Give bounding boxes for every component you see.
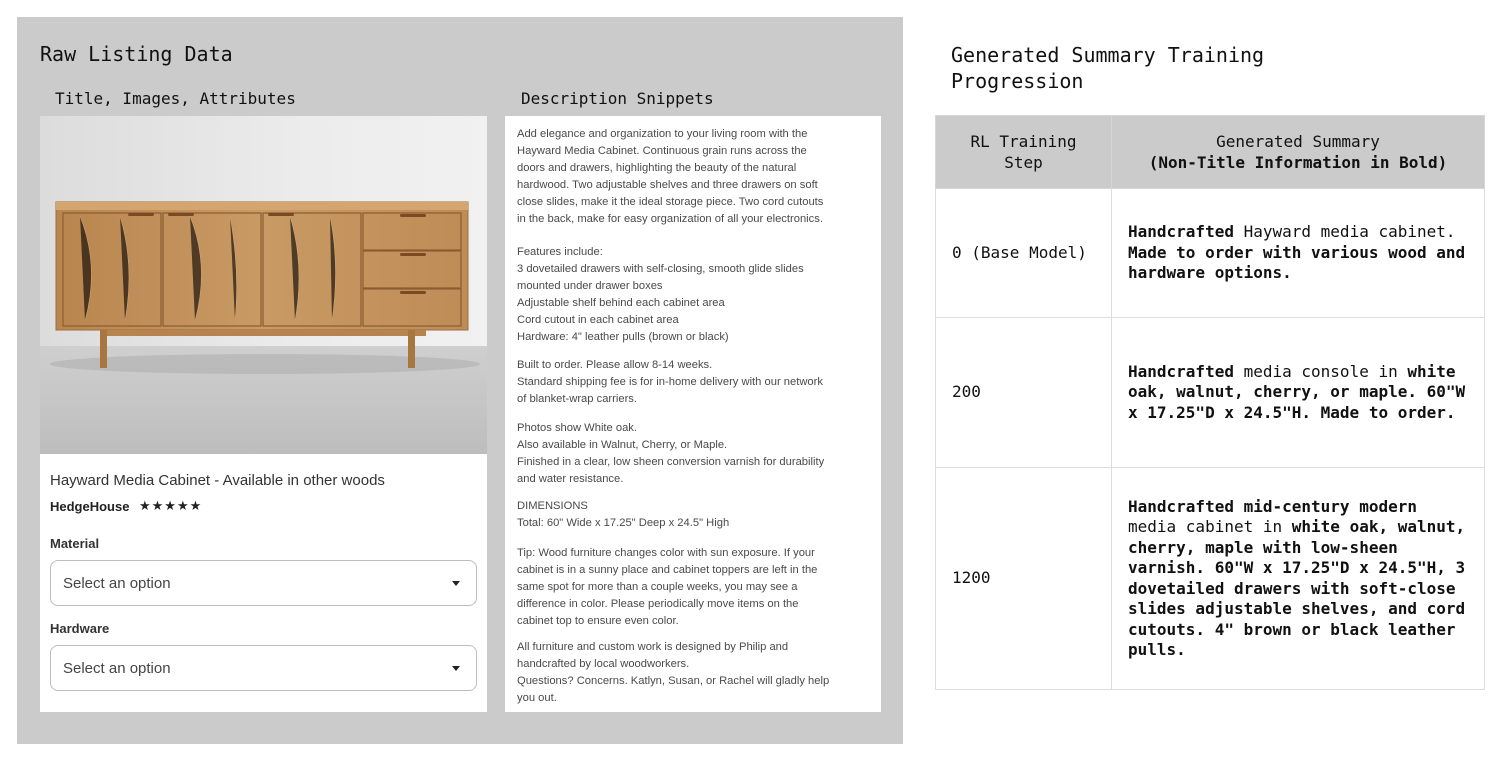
summary-progression-title: Generated Summary Training Progression: [951, 43, 1265, 93]
summary-cell: Handcrafted Hayward media cabinet. Made to order with various wood and hardware options.: [1112, 189, 1485, 318]
table-row: [936, 318, 1485, 468]
listing-card: [40, 116, 487, 712]
hardware-select[interactable]: [50, 645, 477, 691]
table-row: [936, 468, 1485, 690]
step-cell: 200: [936, 318, 1112, 468]
training-progression-table: [935, 115, 1485, 690]
table-row: [936, 189, 1485, 318]
summary-cell: Handcrafted media console in white oak, walnut, cherry, or maple. 60"W x 17.25"D x 24.5"H. Made to order.: [1112, 318, 1485, 468]
material-select[interactable]: [50, 560, 477, 606]
description-paragraph: DIMENSIONS Total: 60" Wide x 17.25" Deep x 24.5" High: [517, 500, 730, 529]
summary-cell: Handcrafted mid-century modern media cabinet in white oak, walnut, cherry, maple with low-sheen varnish. 60"W x 17.25"D x 24.5"H, 3 dovetailed drawers with soft-close slides adjustable shelves, and cord cutouts. 4" brown or black leather pulls.: [1112, 468, 1485, 690]
description-paragraph: Add elegance and organization to your living room with the Hayward Media Cabinet. Continuous grain runs across the doors and drawers, highlighting the beauty of the natural hardwood. Two adjustable shelves and three drawers on soft close slides, make it the ideal storage piece. Two cord cutouts in the back, make for easy organization of all your electronics.: [517, 128, 824, 225]
raw-listing-title: Raw Listing Data: [40, 42, 233, 66]
chevron-down-icon: [452, 666, 460, 671]
header-rl-step: RL Training Step: [936, 116, 1112, 189]
header-generated-summary: Generated Summary (Non-Title Information in Bold): [1112, 116, 1485, 189]
description-paragraph: All furniture and custom work is designed by Philip and handcrafted by local woodworkers. Questions? Concerns. Katlyn, Susan, or Rachel will gladly help you out.: [517, 641, 830, 704]
material-label: Material: [50, 536, 100, 551]
shop-name[interactable]: HedgeHouse: [50, 499, 130, 514]
description-paragraph: Tip: Wood furniture changes color with sun exposure. If your cabinet is in a sunny place and cabinet toppers are left in the same spot for more than a couple weeks, you may see a difference in color. Please periodically move items on the cabinet top to ensure even color.: [517, 547, 818, 627]
product-title[interactable]: Hayward Media Cabinet - Available in other woods: [50, 472, 385, 489]
description-snippets-heading: Description Snippets: [521, 89, 714, 108]
table-header-row: [936, 116, 1485, 189]
chevron-down-icon: [452, 581, 460, 586]
hardware-select-value: Select an option: [63, 660, 171, 677]
description-card: [505, 116, 881, 712]
images-attributes-heading: Title, Images, Attributes: [55, 89, 296, 108]
hardware-label: Hardware: [50, 621, 110, 636]
rating-stars-icon: ★★★★★: [139, 498, 203, 513]
step-cell: 0 (Base Model): [936, 189, 1112, 318]
description-paragraph: Photos show White oak. Also available in Walnut, Cherry, or Maple. Finished in a clear, low sheen conversion varnish for durability and water resistance.: [517, 422, 825, 485]
media-cabinet-photo-icon: [40, 116, 487, 454]
material-select-value: Select an option: [63, 575, 171, 592]
step-cell: 1200: [936, 468, 1112, 690]
description-paragraph: Built to order. Please allow 8-14 weeks. Standard shipping fee is for in-home delivery with our network of blanket-wrap carriers.: [517, 359, 823, 405]
description-paragraph: Features include: 3 dovetailed drawers with self-closing, smooth glide slides mounted under drawer boxes Adjustable shelf behind each cabinet area Cord cutout in each cabinet area Hardware: 4" leather pulls (brown or black): [517, 246, 804, 343]
